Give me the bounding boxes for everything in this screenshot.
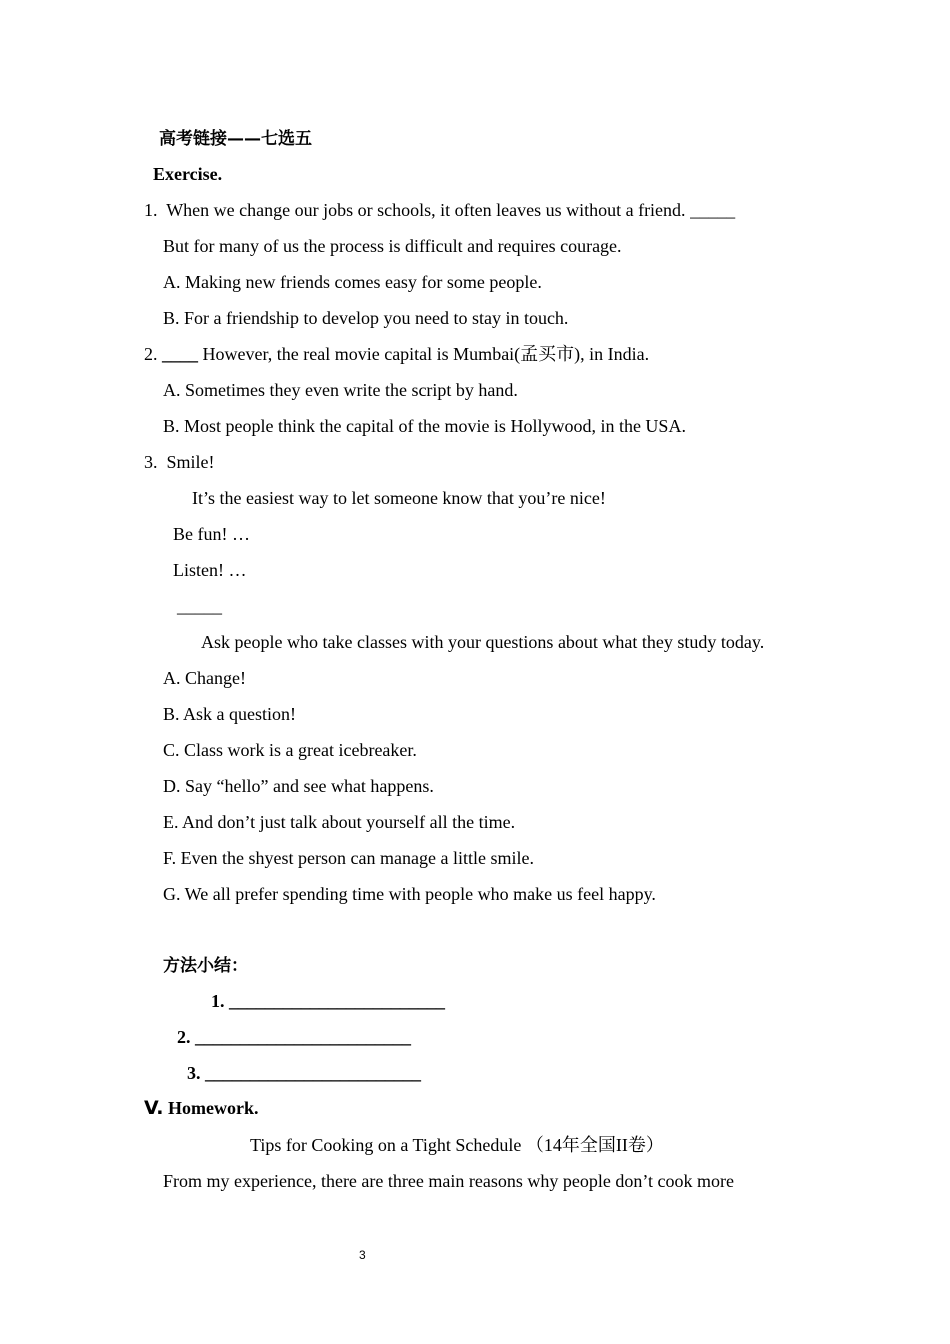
option-e: E. And don’t just talk about yourself all the time. xyxy=(163,812,516,832)
question-3 xyxy=(144,451,215,473)
summary-number: 3. xyxy=(187,1063,201,1083)
passage-first-line: From my experience, there are three main reasons why people don’t cook more xyxy=(163,1171,734,1191)
option-c: C. Class work is a great icebreaker. xyxy=(163,740,417,760)
summary-heading: 方法小结： xyxy=(163,956,248,976)
summary-number: 2. xyxy=(177,1027,191,1047)
answer-blank: _____ xyxy=(177,596,222,616)
option-a: A. Sometimes they even write the script by hand. xyxy=(163,380,518,400)
question-text: However, the real movie capital is Mumbai(孟买市), in India. xyxy=(202,344,650,364)
question-1 xyxy=(144,199,735,221)
homework-heading xyxy=(144,1097,258,1119)
passage-line: Listen! … xyxy=(173,560,247,580)
answer-blank: ________________________ xyxy=(229,991,445,1011)
answer-blank: _____ xyxy=(690,200,736,220)
option-b: B. Ask a question! xyxy=(163,704,296,724)
option-g: G. We all prefer spending time with people who make us feel happy. xyxy=(163,884,656,904)
summary-item xyxy=(187,1062,421,1084)
summary-item xyxy=(177,1026,411,1048)
option-d: D. Say “hello” and see what happens. xyxy=(163,776,434,796)
question-number: 3. xyxy=(144,452,158,472)
homework-label: Homework. xyxy=(167,1098,259,1118)
section-numeral: V. xyxy=(144,1097,164,1119)
question-heading: Smile! xyxy=(166,452,215,472)
summary-item xyxy=(211,990,445,1012)
section-title: 高考链接——七选五 xyxy=(159,129,312,149)
passage-line: Ask people who take classes with your questions about what they study today. xyxy=(201,632,765,652)
answer-blank: ________________________ xyxy=(205,1063,421,1083)
passage-line: Be fun! … xyxy=(173,524,250,544)
question-1-continuation: But for many of us the process is difficult and requires courage. xyxy=(163,236,622,256)
passage-title: Tips for Cooking on a Tight Schedule （14年全国II卷） xyxy=(250,1135,664,1155)
summary-number: 1. xyxy=(211,991,225,1011)
exercise-heading: Exercise. xyxy=(153,164,223,184)
option-b: B. For a friendship to develop you need to stay in touch. xyxy=(163,308,569,328)
question-number: 2. xyxy=(144,344,158,364)
answer-blank: ________________________ xyxy=(195,1027,411,1047)
option-f: F. Even the shyest person can manage a little smile. xyxy=(163,848,534,868)
page-number: 3 xyxy=(359,1248,366,1262)
option-b: B. Most people think the capital of the movie is Hollywood, in the USA. xyxy=(163,416,686,436)
passage-line: It’s the easiest way to let someone know that you’re nice! xyxy=(192,488,606,508)
question-number: 1. xyxy=(144,200,158,220)
option-a: A. Making new friends comes easy for some people. xyxy=(163,272,542,292)
answer-blank: ____ xyxy=(162,344,198,364)
question-2 xyxy=(144,343,649,365)
question-text: When we change our jobs or schools, it often leaves us without a friend. xyxy=(166,200,686,220)
option-a: A. Change! xyxy=(163,668,246,688)
